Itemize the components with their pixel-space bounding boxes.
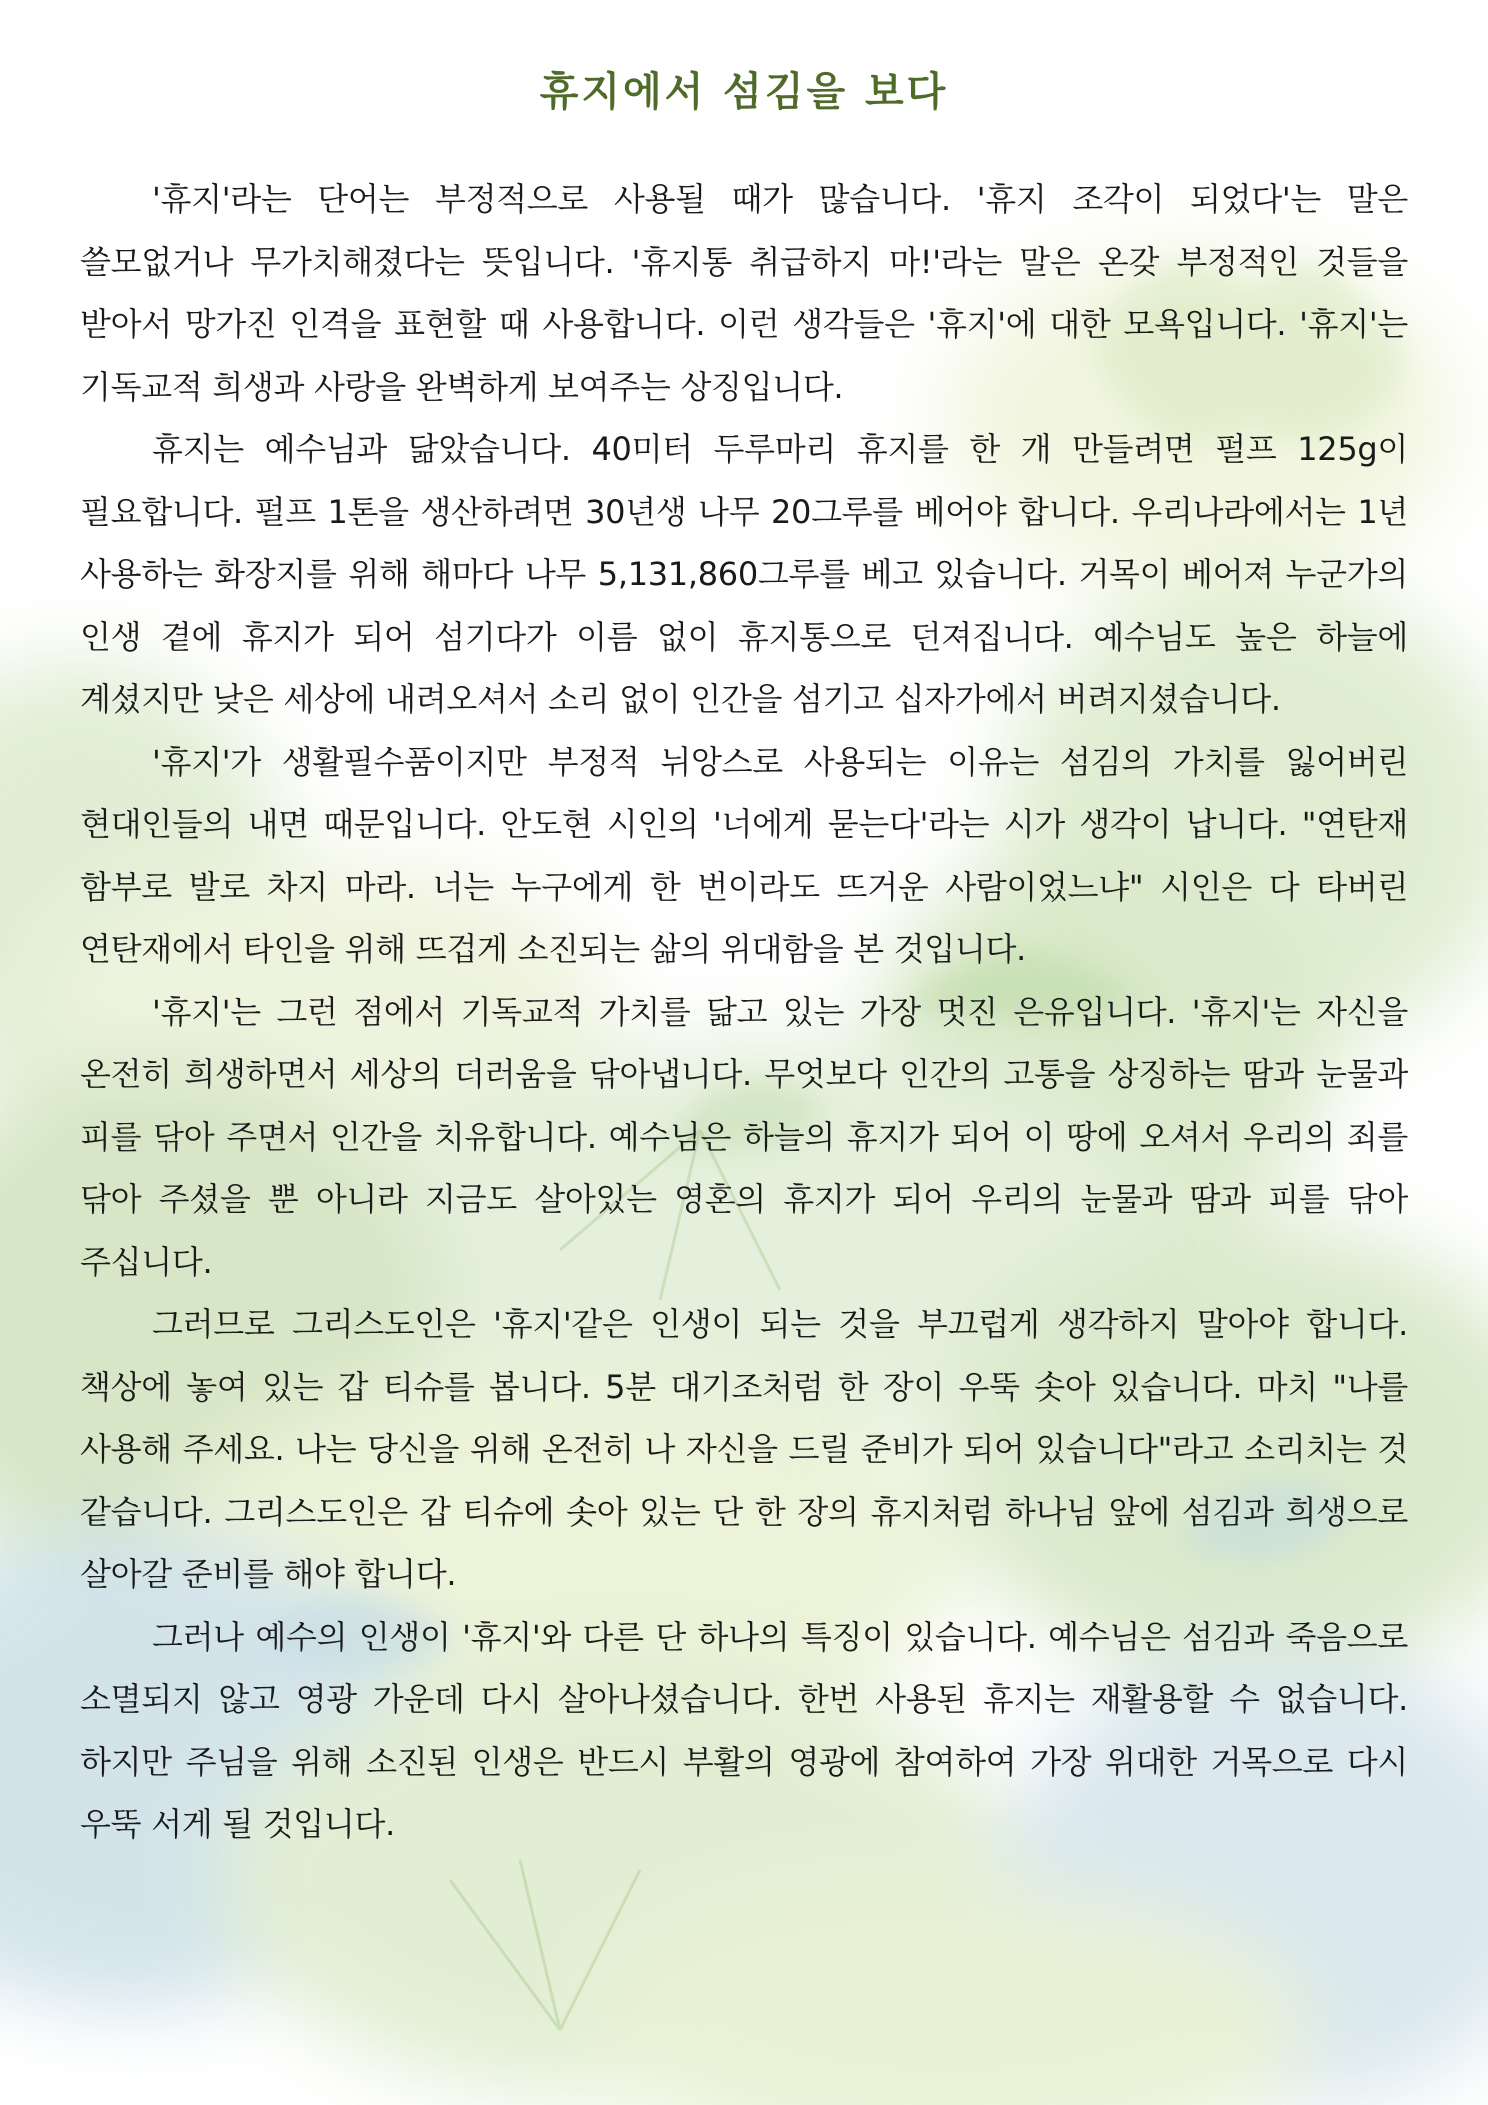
paragraph-5: 그러므로 그리스도인은 '휴지'같은 인생이 되는 것을 부끄럽게 생각하지 말아야 합니다. 책상에 놓여 있는 갑 티슈를 봅니다. 5분 대기조처럼 한 장이 우뚝 솟아 있습니다. 마치 "나를 사용해 주세요. 나는 당신을 위해 온전히 나 자신을 드릴 준비가 되어 있습니다"라고 소리치는 것 같습니다. 그리스도인은 갑 티슈에 솟아 있는 단 한 장의 휴지처럼 하나님 앞에 섬김과 희생으로 살아갈 준비를 해야 합니다. xyxy=(80,1305,1408,1593)
paragraph-2: 휴지는 예수님과 닮았습니다. 40미터 두루마리 휴지를 한 개 만들려면 펄프 125g이 필요합니다. 펄프 1톤을 생산하려면 30년생 나무 20그루를 베어야 합니다. 우리나라에서는 1년 사용하는 화장지를 위해 해마다 나무 5,131,860그루를 베고 있습니다. 거목이 베어져 누군가의 인생 곁에 휴지가 되어 섬기다가 이름 없이 휴지통으로 던져집니다. 예수님도 높은 하늘에 계셨지만 낮은 세상에 내려오셔서 소리 없이 인간을 섬기고 십자가에서 버려지셨습니다. xyxy=(80,430,1408,718)
document-page xyxy=(80,62,1408,1856)
paragraph-3: '휴지'가 생활필수품이지만 부정적 뉘앙스로 사용되는 이유는 섬김의 가치를 잃어버린 현대인들의 내면 때문입니다. 안도현 시인의 '너에게 묻는다'라는 시가 생각이 납니다. "연탄재 함부로 발로 차지 마라. 너는 누구에게 한 번이라도 뜨거운 사람이었느냐" 시인은 다 타버린 연탄재에서 타인을 위해 뜨겁게 소진되는 삶의 위대함을 본 것입니다. xyxy=(80,742,1408,968)
document-title: 휴지에서 섬김을 보다 xyxy=(539,69,949,115)
paragraph-4: '휴지'는 그런 점에서 기독교적 가치를 닮고 있는 가장 멋진 은유입니다. '휴지'는 자신을 온전히 희생하면서 세상의 더러움을 닦아냅니다. 무엇보다 인간의 고통을 상징하는 땀과 눈물과 피를 닦아 주면서 인간을 치유합니다. 예수님은 하늘의 휴지가 되어 이 땅에 오셔서 우리의 죄를 닦아 주셨을 뿐 아니라 지금도 살아있는 영혼의 휴지가 되어 우리의 눈물과 땀과 피를 닦아 주십니다. xyxy=(80,992,1408,1281)
document-body xyxy=(80,168,1408,1856)
paragraph-6: 그러나 예수의 인생이 '휴지'와 다른 단 하나의 특징이 있습니다. 예수님은 섬김과 죽음으로 소멸되지 않고 영광 가운데 다시 살아나셨습니다. 한번 사용된 휴지는 재활용할 수 없습니다. 하지만 주님을 위해 소진된 인생은 반드시 부활의 영광에 참여하여 가장 위대한 거목으로 다시 우뚝 서게 될 것입니다. xyxy=(80,1617,1408,1843)
paragraph-1: '휴지'라는 단어는 부정적으로 사용될 때가 많습니다. '휴지 조각이 되었다'는 말은 쓸모없거나 무가치해졌다는 뜻입니다. '휴지통 취급하지 마!'라는 말은 온갖 부정적인 것들을 받아서 망가진 인격을 표현할 때 사용합니다. 이런 생각들은 '휴지'에 대한 모욕입니다. '휴지'는 기독교적 희생과 사랑을 완벽하게 보여주는 상징입니다. xyxy=(80,180,1408,406)
